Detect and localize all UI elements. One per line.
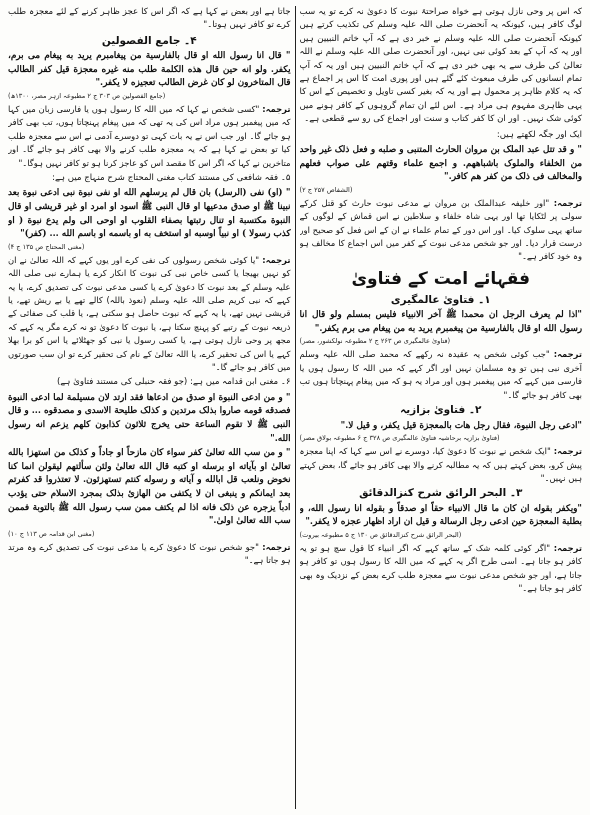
body-paragraph: ایک اور جگہ لکھتے ہیں: [496, 129, 583, 140]
source-reference: (مغنی ابن قدامہ ص ۱۱۳ ج ۱۰) [8, 529, 95, 538]
arabic-quotation: "اذا لم یعرف الرجل ان محمدا ﷺ آخر الانبیاء فلیس بمسلم ولو قال انا رسول الله او قال بالفارسیة من پیغمبرم یرید به من پیغام می برم یکفر." [299, 310, 583, 334]
translation-label: ترجمہ: [553, 446, 582, 457]
translation-paragraph [8, 541, 291, 568]
arabic-quotation: "ادعی رجل النبوة، فقال رجل هات بالمعجزة قیل یکفر، و قیل لا." [340, 420, 583, 431]
translation-label: ترجمہ: [262, 254, 291, 265]
subsection-heading: ۲۔ فتاویٰ بزازیہ [400, 404, 482, 417]
body-paragraph: ۵۔ فقہ شافعی کی مستند کتاب مغنی المحتاج شرح منہاج میں ہے: [52, 173, 291, 184]
subsection-heading: ۴۔ جامع الفصولین [101, 34, 197, 47]
arabic-quotation: " و قد تتل عبد الملک بن مروان الحارث المتنبی و صلبه و فعل ذلک غیر واحد من الخلفاء والملوک باشباههم. و اجمع علماء وقتهم علی صواب فعلهم والمخالف فی ذلک من کفر هم کافر." [299, 145, 583, 183]
left-column [8, 6, 291, 809]
translation-label: ترجمہ: [553, 197, 583, 208]
translation-text: "اور خلیفہ عبدالملک بن مروان نے مدعی نبوت حارث کو قتل کرکے سولی پر لٹکایا تھا اور یہی شاہ خلفاء و سلاطین نے اس قماش کے لوگوں کے ساتھ یہی سلوک کیا۔ اور اس دور کے تمام علماء نے ان کے اس فعل کو صحیح اور درست قرار دیا۔ اور جو شخص مدعی نبوت کے کفر میں اس اجماع کا مخالف ہو وہ خود کافر ہے۔" [299, 197, 583, 262]
translation-label: ترجمہ: [553, 542, 583, 553]
right-column [300, 6, 583, 809]
translation-text: "ایک شخص نے نبوت کا دعویٰ کیا، دوسرے نے اس سے کہا کہ اپنا معجزہ پیش کرو، بعض کہتے ہیں کہ یہ مطالبہ کرنے والا بھی کافر ہو جائے گا، بعض کہتے ہیں نہیں۔" [299, 446, 583, 483]
source-reference: (الشفاص ۲۵۷ ج ۲) [299, 185, 353, 194]
source-reference: (مغنی المحتاج ص ۱۳۵ ج ۴) [8, 242, 85, 251]
translation-text: "یا کوئی شخص رسولوں کی نفی کرے اور یوں کہے کہ اللہ تعالیٰ نے ان کو نہیں بھیجا یا کسی خاص نبی کی نبوت کا انکار کرے یا ہمارے نبی صلی اللہ علیہ وسلم کے بعد نبوت کا دعویٰ کرے یا کسی مدعی نبوت کی تصدیق کرے، یا یہ کہے کہ نبی کریم صلی اللہ علیہ وسلم (نعوذ باللہ) کالے تھے یا بے ریش تھے، یا قریشی نہیں تھے، یا یہ کہے کہ نبوت حاصل ہو سکتی ہے، یا قلب کی صفائی کے ذریعہ نبوت کے رتبے کو پہنچ سکتا ہے، یا نبوت کا دعویٰ تو نہ کرے مگر یہ کہے کہ مجھ پر وحی نازل ہوتی ہے، یا کسی رسول یا نبی کو جھٹلائے یا اس کو برا بھلا کہے یا اس کی تحقیر کرے، یا اللہ تعالیٰ کے نام کی تحقیر کرے تو ان سب صورتوں میں کافر ہو جائے گا۔" [8, 254, 291, 373]
source-reference: (البحر الرائق شرح کنزالدقائق ص ۱۳۰ ج ۵ مطبوعہ بیروت) [299, 530, 462, 539]
translation-paragraph [300, 445, 583, 485]
translation-text: "کسی شخص نے کہا کہ میں اللہ کا رسول ہوں یا فارسی زبان میں کہا کہ میں پیغمبر ہوں مراد اس کی یہ تھی کہ میں پیغام پہنچاتا ہوں، تب بھی کافر ہو جائے گا۔ اور جب اس نے یہ بات کہی تو دوسرے آدمی نے اس سے معجزہ طلب کیا تو بعض نے کہا ہے کہ یہ معجزہ طلب کرنے والا بھی کافر ہو جائے گا۔ اور متاخرین نے کہا کہ اگر اس کا مقصد اس کو عاجز کرنا ہو تو کافر نہیں ہوگا۔" [8, 104, 291, 168]
translation-paragraph [300, 197, 583, 264]
translation-text: "جو شخص نبوت کا دعویٰ کرے یا مدعی نبوت کی تصدیق کرے وہ مرتد ہو جاتا ہے۔" [8, 541, 291, 566]
arabic-quotation: " و من سب الله تعالیٰ کفر سواء کان مازحاً او جاداً و کذلک من استهزا بالله تعالیٰ او بآیاته او برسله او کتبه قال الله تعالیٰ ولئن سألتهم لیقولن انما کنا نخوض ونلعب قل ابالله و آیاته و رسوله کنتم تستهزئون. لا تعتذروا قد کفرتم بعد ایمانکم و ینبغی ان لا یکتفی من الهازئ بذلک بمجرد الاسلام حتی یؤدب ادباً یزجره عن ذلک فانه اذا لم یکتف ممن سب رسول الله ﷺ بالتوبة فممن سب الله تعالیٰ اولیٰ." [8, 448, 291, 527]
source-reference: (فتاویٰ عالمگیری ص ۲۶۳ ج ۲ مطبوعہ نولکشور، مصر) [299, 337, 451, 346]
translation-paragraph [8, 103, 291, 170]
translation-paragraph [300, 542, 583, 596]
arabic-quotation: " (او) نفی (الرسل) بان قال لم یرسلهم الله او نفی نبوة نبی ادعی نبوة بعد نبینا ﷺ او صدق مدعیها او قال النبی ﷺ اسود او امرد او غیر قریشی او قال النبوة مکتسبة او تنال رتبتها بصفاء القلوب او اوحی الی ولم یدع نبوة ( او کذب رسولا ) او نبیاً اوسبه او استخف به او باسمه او باسم الله ... (کفر)" [8, 188, 291, 240]
two-column-layout [8, 6, 582, 809]
source-reference: (جامع الفصولین ص ۳۰۳ ج ۲ مطبوعہ ازہر مصر، ۱۳۰۰ھ) [8, 92, 166, 100]
column-divider [295, 6, 296, 809]
translation-label: ترجمہ: [262, 104, 291, 114]
source-reference: (فتاویٰ بزازیہ برحاشیہ فتاویٰ عالمگیری ص ۳۲۸ ج ۶ مطبوعہ بولاق مصر) [299, 434, 500, 443]
translation-paragraph [8, 254, 291, 375]
translation-text: "اگر کوئی کلمہ شک کے ساتھ کہے کہ اگر انبیاء کا قول سچ ہو تو یہ کافر ہو جاتا ہے۔ اسی طرح اگر یہ کہے کہ میں اللہ کا رسول ہوں تو کافر ہو جاتا ہے، اور جو شخص مدعی نبوت سے معجزہ طلب کرے بعض کے نزدیک وہ بھی کافر ہو جاتا ہے۔" [299, 542, 583, 594]
arabic-quotation: " قال انا رسول الله او قال بالفارسیة من پیغامبرم یرید به پیغام می برم، یکفر. ولو انه حین قال هذه الکلمة طلب منه غیره معجزة قیل کفر الطالب قال المتاخرون لو کان غرض الطالب تعجیزه لا یکفر." [8, 51, 291, 89]
translation-label: ترجمہ: [262, 541, 291, 552]
subsection-heading: ۱۔ فتاویٰ عالمگیری [390, 293, 491, 306]
body-paragraph: کہ اس پر وحی نازل ہوتی ہے خواہ صراحتہً نبوت کا دعویٰ نہ کرے تو یہ سب لوگ کافر ہیں، کیونکہ یہ آنحضرت صلی اللہ علیہ وسلم کی تکذیب کرتے ہیں کیونکہ آنحضرت صلی اللہ علیہ وسلم نے خبر دی ہے کہ آپ خاتم النبیین ہیں اور یہ کہ آپ کے بعد کوئی نبی نہیں، اور آنحضرت صلی اللہ علیہ وسلم نے اللہ تعالیٰ کی طرف سے یہ بھی خبر دی ہے کہ آپ خاتم النبیین ہیں اور یہ کہ آپ تمام انسانوں کی طرف مبعوث کئے گئے ہیں اور پوری امت کا اس پر اجماع ہے کہ یہ کلام ظاہر پر محمول ہے اور یہ کہ بغیر کسی تاویل و تخصیص کے اس کا یہی ظاہری مفہوم ہی مراد ہے۔ اس لئے ان تمام گروہوں کے کافر ہونے میں کوئی شک نہیں۔ اور ان کا کفر کتاب و سنت اور اجماع کی رو سے قطعی ہے۔ [299, 7, 583, 125]
arabic-quotation: " و من ادعی النبوة او صدق من ادعاها فقد ارتد لان مسیلمة لما ادعی النبوة فصدقه قومه صاروا بذلک مرتدین و کذلک طلیحة الاسدی و مصدقوه ... و قال النبی ﷺ لا تقوم الساعة حتی یخرج ثلاثون کذابون کلهم یزعم انه رسول الله." [8, 392, 291, 444]
body-paragraph: ۶۔ مغنی ابن قدامہ میں ہے: (جو فقہ حنبلی کی مستند فتاویٰ ہے) [56, 377, 291, 388]
translation-paragraph [300, 348, 583, 402]
section-title: فقہائے امت کے فتاویٰ [351, 268, 531, 289]
arabic-quotation: "ویکفر بقوله ان کان ما قال الانبیاء حقاً او صدقاً و بقوله انا رسول الله، و بطلبة المعجزة حین ادعی رجل الرسالة و قیل ان اراد اظهار عجزه لا یکفر." [299, 503, 583, 528]
body-paragraph: جاتا ہے اور بعض نے کہا ہے کہ اگر اس کا عجز ظاہر کرنے کے لئے معجزہ طلب کرے تو کافر نہیں ہوتا۔" [8, 7, 291, 31]
translation-label: ترجمہ: [553, 349, 583, 360]
translation-text: "جب کوئی شخص یہ عقیدہ نہ رکھے کہ محمد صلی اللہ علیہ وسلم آخری نبی ہیں تو وہ مسلمان نہیں اور اگر کہے کہ میں اللہ کا رسول ہوں یا فارسی میں کہے کہ میں پیغمبر ہوں اور مراد یہ ہو کہ میں پیغام پہنچاتا ہوں تب بھی کافر ہو جائے گا۔" [299, 349, 583, 400]
subsection-heading: ۳۔ البحر الرائق شرح کنزالدقائق [359, 487, 523, 500]
